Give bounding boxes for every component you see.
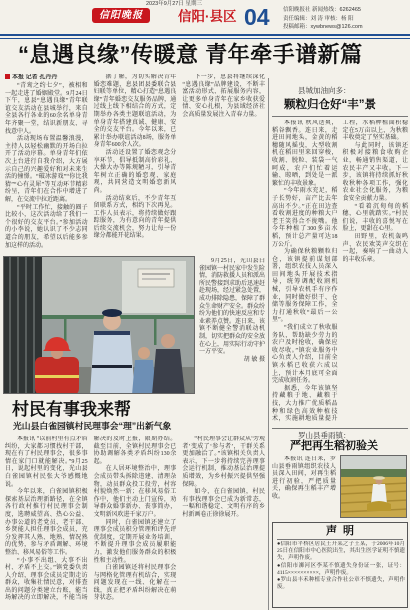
brief-headline: 严把再生稻初验关 [290, 440, 378, 452]
byline-text: 本报 记者 孔丹丹 [12, 74, 58, 81]
police-belt [92, 365, 132, 368]
right-headline: 颗粒归仓好“丰”景 [284, 99, 376, 111]
second-paragraph: “村民理事会让群众从‘旁观者’变成了‘参与者’，干群关系更加融洽了。”该镇相关负责人表示，下一步将持续完善理事会运行机制，推动基层治理提质增效，为乡村振兴提供坚强保障。 [182, 436, 265, 488]
lead-paragraph: 活动现场布置温馨浪漫，主持人以轻松幽默的开场白拉开了活动序幕。单身青年们依次上台进行自我介绍，大方展示自己的兴趣爱好和对未来生活的憧憬。“破冰游戏”“你比我猜”“心有灵犀”等互动环节精彩纷呈，青年们在合作中增进了解，在交流中拉近距离。 [5, 136, 88, 203]
second-paragraph: “小事不出组、大事不出村、矛盾不上交。”镇党委负责人介绍，理事会成员定期走访群众，收集社情民意，对排查出的问题分类建立台账，能当场解决的立即解决，不能当场解决的及时上报，限期办结。截至目前，全镇村民理事会已协助调解各类矛盾纠纷130余起。 [5, 436, 177, 602]
newspaper-logo: 信阳晚报 [92, 8, 150, 23]
right-paragraph: 本报讯 秋风送爽，稻谷飘香。连日来，走进田间地头，金黄的稻穗随风摇曳，大型收割机在稻田里来回穿梭，收割、脱粒、装袋一气呵成，农户们忙着运输、晾晒，到处是一派繁忙的丰收景象。 [272, 120, 338, 187]
brief-rule [272, 428, 408, 429]
second-headline: 村民有事我来帮 [12, 400, 131, 419]
notice-rule [277, 539, 403, 540]
lead-story-body [5, 74, 265, 252]
header-rule-thin [0, 38, 410, 39]
rice-field-illustration [341, 456, 407, 518]
second-paragraph: 在人居环境整治中，理事会成员带头拆除违建、清理杂物，动员群众投工投劳，村容村貌焕然一新；在移风易俗工作中，他们主动上门宣传，劝导群众婚事新办、丧事简办，文明新风吹进千家万户。 [93, 466, 177, 518]
second-story-body [5, 436, 265, 608]
gate-bar [25, 257, 27, 394]
tree-line [341, 469, 407, 478]
right-paragraph: 田野里，农机轰鸣声、农民欢笑声交织在一起，奏响了一曲动人的丰收乐章。 [342, 233, 408, 263]
railing-post [154, 315, 157, 345]
rice-field-photo [340, 455, 407, 518]
notice-item: ●信阳市浉河区李某不慎遗失身份证一张，证号：4115××××××××××，声明作废。 [277, 562, 405, 576]
second-paragraph: 白雀园镇还将村民理事会与网格化管理有机结合，实现问题发现在一线、化解在一线，真正把矛盾纠纷解决在萌芽状态。 [93, 565, 177, 602]
second-subheadline: 光山县白雀园镇村民理事会“理”出新气象 [13, 421, 172, 431]
second-paragraph: 同时，白雀园镇还建立了理事会成员积分管理和评先评优制度，定期开展业务培训，不断提升理事会成员履职能力，激发他们服务群众的积极性和主动性。 [93, 519, 177, 564]
issue-date: 2023年9月27日 星期三 [146, 1, 202, 7]
brief-kicker: 罗山县垂雨镇： [298, 431, 351, 440]
right-headline-rule [272, 116, 408, 117]
villager-figure [132, 360, 156, 394]
rescue-scene-photo [3, 256, 195, 394]
second-paragraph: 今年以来，白雀园镇积极探索基层治理新路径，在全镇各行政村推行村民理事会制度，选聘威望高、热心公益、办事公道的老党员、老干部、乡贤能人担任理事会成员，充分发挥其人熟、地熟、情况熟的优势，参与矛盾调解、环境整治、移风易俗等工作。 [5, 489, 88, 556]
right-paragraph: 据悉，今年该镇坚持藏粮于地、藏粮于技，大力推广优质稻品种和绿色高效种植技术，实施耕地质量提升工程，水稻种植面积稳定在5万亩以上，为秋粮丰收奠定了坚实基础。 [272, 120, 408, 423]
villager-head [138, 347, 150, 359]
submission-email: 投稿邮箱：xywbnews@126.com [283, 24, 363, 30]
editor-credits: 责任编辑：刘 涛 审核：杨 阳 [283, 15, 354, 22]
right-paragraph: “看着沉甸甸的稻穗，心里就踏实。”村民们说，丰收的喜悦写在脸上，更甜在心里。 [342, 203, 408, 233]
reflective-stripe [35, 375, 79, 378]
brief-story-body [272, 456, 336, 518]
lead-paragraph: 下一步，息县将继续深化“息遇良缘”品牌建设，不断丰富活动形式、拓展服务内容，让更多单身青年在家乡收获爱情、安心扎根，为县域经济社会高质量发展注入青春力量。 [182, 74, 265, 118]
lead-paragraph: 活动还设置了婚恋观念分享环节，倡导抵制高价彩礼、大操大办等陈规陋习，引导青年树立正确的婚恋观、家庭观，共同营造文明婚恋新风尚。 [93, 149, 177, 194]
lead-paragraph: “平时工作忙，接触的圈子比较小，这次活动给了我们一个很好的交友平台。”参加活动的小李说，她认识了不少志同道合的朋友，希望以后能多参加这样的活动。 [5, 204, 88, 249]
notice-item: ●信阳市平桥区居民王开某之子王某，于2006年10月25日在信阳市中心医院出生，其出生医学证明不慎遗失，声明作废。 [277, 541, 405, 562]
lead-byline [5, 74, 88, 82]
rice-foreground [367, 501, 391, 511]
bystander-head [161, 334, 175, 348]
straw-hat [373, 476, 385, 480]
police-cap [102, 309, 122, 317]
page-number: 04 [244, 4, 270, 30]
gate-bar [33, 257, 35, 394]
section-title: 信阳·县区 [178, 9, 237, 24]
right-paragraph: “我们成立了秋收服务队，帮助缺少劳力的农户及时抢收，确保应收尽收。”镇农业服务中心负责人介绍，目前全镇水稻已收获六成以上，预计本月底可全面完成收割任务。 [272, 325, 338, 385]
right-paragraph: 为确保秋粮颗粒归仓，该镇提前谋划部署，组织农技人员深入田间地头开展技术指导，统筹调配收割机械，引导农机手有序作业，同时做好烘干、仓储等服务保障工作，全力打通秋收“最后一公里”。 [272, 249, 338, 324]
caption-paragraph: 9月25日，光山县白雀园镇一村民家中发生险情，消防救援人员和派出所民警接到求助后迅速赶赴现场，经过紧急处置，成功排除隐患，保障了群众生命财产安全。群众纷纷为他们的快速反应和专业素养点赞。连日来，该镇不断健全警消联动机制，切实把群众的安全放在心上，用实际行动守护一方平安。 [199, 258, 265, 356]
photo-credit: 胡 敏 摄 [243, 356, 265, 363]
right-kicker: 县城加油向多： [298, 86, 351, 95]
wall-sign [138, 269, 174, 287]
notice-box [272, 522, 408, 608]
notice-list [277, 541, 405, 607]
second-paragraph: 如今，在白雀园镇，村民有事找理事会已成为新常态，一幅和谐稳定、文明有序的乡村新画卷正徐徐展开。 [182, 489, 265, 518]
column-divider [268, 78, 269, 610]
header-rule [0, 34, 410, 36]
lead-paragraph: 据了解，为切实解决青年婚恋难题，息县团县委联合县妇联等单位，精心打造“息遇良缘”青年婚恋交友服务品牌，通过线上线下相结合的方式，定期举办各类主题联谊活动，为单身青年搭建真诚、健康、安全的交友平台。今年以来，已累计举办联谊活动8场，服务单身青年600余人次。 [93, 74, 177, 149]
police-epaulets [94, 331, 130, 335]
gate-bar [17, 257, 19, 394]
notice-title: 声明 [326, 525, 360, 537]
bystander-figure [152, 349, 185, 394]
news-hotline: 信阳晚报社 新闻热线：6262465 [283, 7, 361, 13]
lead-paragraph: “青鸾之约七夕”，被相和一起走进了婚姻殿堂。9月24日下午，息县“息遇良缘”青年联谊交友活动在县城举行，来自全县各行各业的60余名单身青年齐聚一堂，结识新朋友、寻找意中人。 [5, 83, 88, 135]
notice-item: ●罗山县丰禾种植专业合作社公章不慎遗失，声明作废。 [277, 577, 405, 591]
police-officer-figure [90, 331, 135, 394]
photo-caption [199, 258, 265, 395]
rescue-scene-illustration [4, 257, 195, 394]
lead-paragraph: 活动结束后，不少青年互留联系方式，相约下次再见。工作人员表示，将持续做好跟踪服务，为有意向的青年提供后续交流机会，努力让每一份缘分都能开花结果。 [93, 195, 177, 240]
second-paragraph: 本报讯 “以前村里有点矛盾纠纷，大家都习惯找村干部，现在有了村民理事会，很多事情在家门口就能解决。”9月25日，说起村里的变化，光山县白雀园镇村民张大爷感慨地说。 [5, 436, 88, 488]
right-paragraph: 与此同时，该镇还积极对接粮食收购企业，畅通销售渠道，让农民丰产又丰收。下一步，该镇将持续抓好秋收秋种各项工作，强化农业社会化服务，为粮食安全贡献力量。 [342, 142, 408, 202]
lead-headline: “息遇良缘”传暖意 青年牵手谱新篇 [18, 42, 363, 67]
right-story-body [272, 120, 408, 425]
byline-marker-icon [5, 74, 10, 79]
right-paragraph: “今年雨水充足，稻子长势好，亩产比去年高出不少。”正在田边查看收割进度的种粮大户老王笑得合不拢嘴。他今年种植了300多亩水稻，预计总产量可达18万公斤。 [272, 188, 338, 248]
brief-paragraph: 本报讯 连日来，罗山县垂雨镇组织农技人员深入田间，对再生稻进行初验，严把质量关，确保再生稻丰产增收。 [272, 456, 336, 500]
masthead-info [283, 6, 407, 32]
gate-bar [9, 257, 11, 394]
